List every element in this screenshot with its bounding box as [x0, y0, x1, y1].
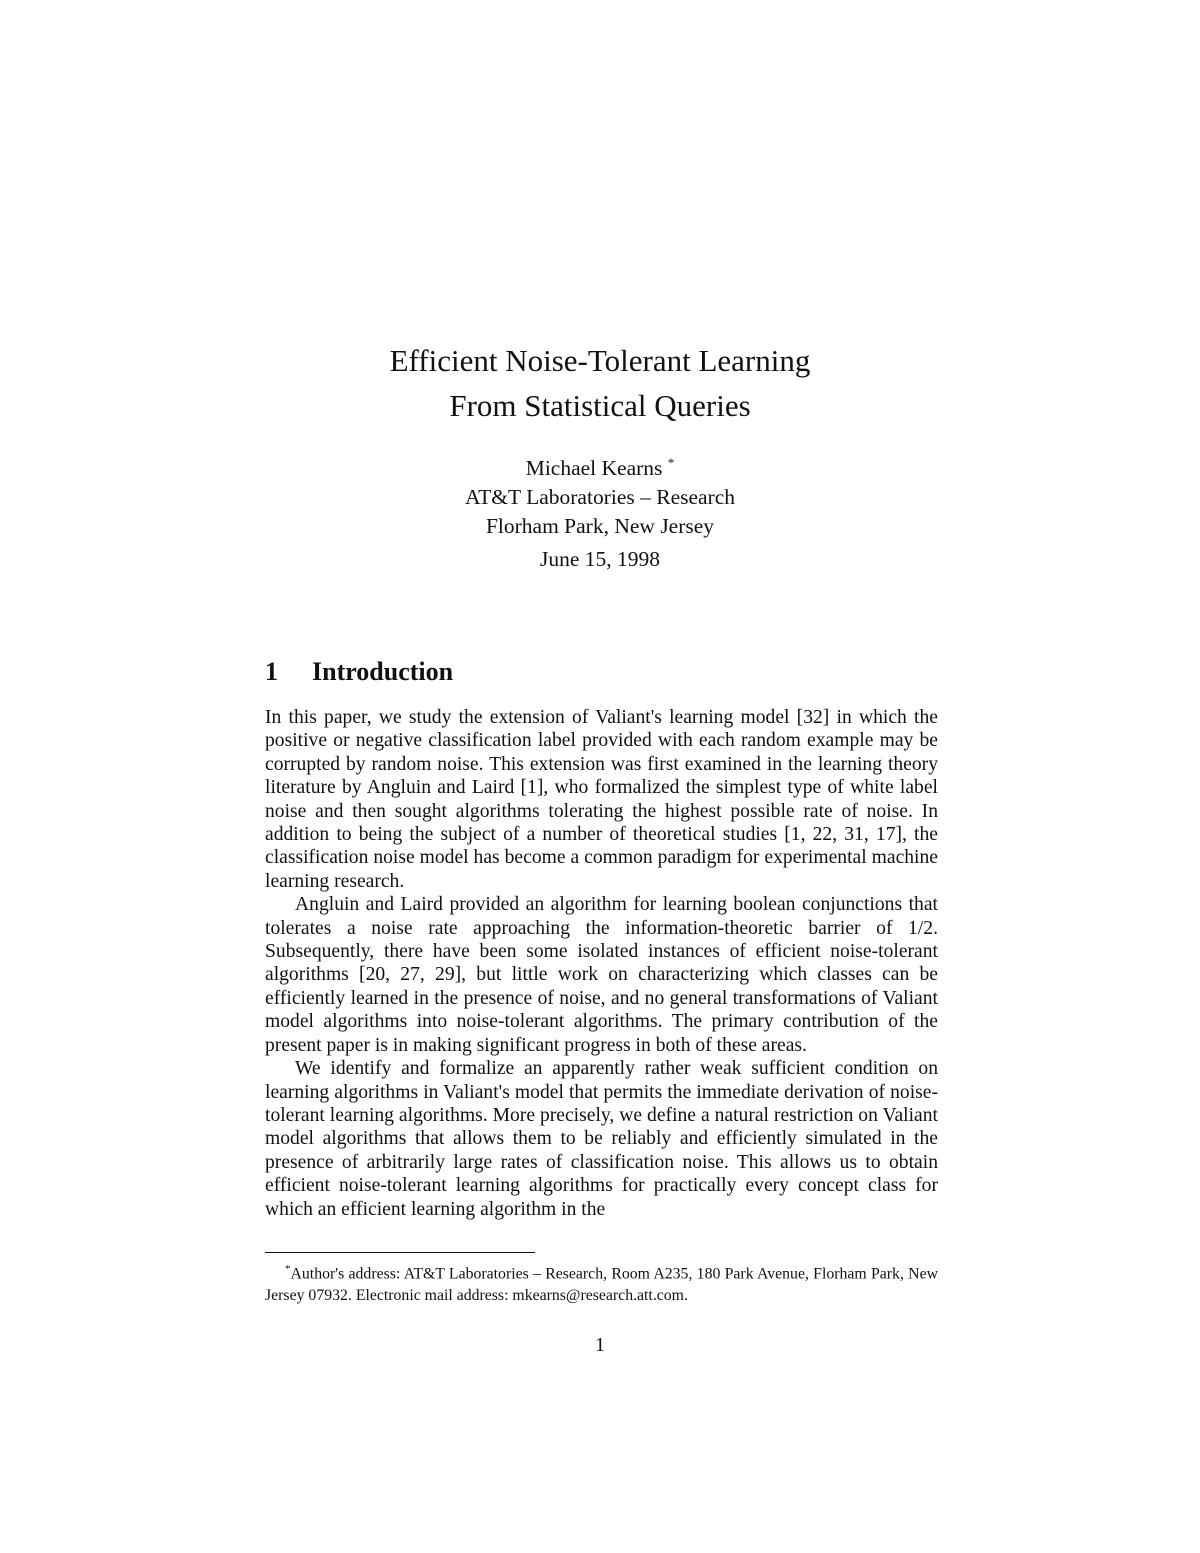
title-line-1: Efficient Noise-Tolerant Learning	[389, 343, 811, 378]
paper-date: June 15, 1998	[539, 547, 661, 571]
author-footnote-mark: *	[667, 455, 675, 470]
footnote	[265, 1258, 938, 1307]
paragraph-1: In this paper, we study the extension of Valiant's learning model [32] in which the positive or negative classification label provided with each random example may be corrupted by random noise. This extension was first examined in the learning theory literature by Angluin and Laird [1], who formalized the simplest type of white label noise and then sought algorithms tolerating the highest possible rate of noise. In addition to being the subject of a number of theoretical studies [1, 22, 31, 17], the classification noise model has become a common paradigm for experimental machine learning research.	[265, 707, 938, 892]
paper-title	[0, 338, 1200, 428]
body-text	[265, 706, 938, 1221]
page-number: 1	[595, 1334, 605, 1356]
footnote-text: Author's address: AT&T Laboratories – Research, Room A235, 180 Park Avenue, Florham Park, New Jersey 07932. Electronic mail address: mkearns@research.att.com.	[265, 1265, 938, 1305]
paragraph-2: Angluin and Laird provided an algorithm for learning boolean conjunctions that tolerates a noise rate approaching the information-theoretic barrier of 1/2. Subsequently, there have been some isolated instances of efficient noise-tolerant algorithms [20, 27, 29], but little work on characterizing which classes can be efficiently learned in the presence of noise, and no general transformations of Valiant model algorithms into noise-tolerant algorithms. The primary contribution of the present paper is in making significant progress in both of these areas.	[265, 894, 938, 1056]
footnote-rule	[265, 1252, 535, 1253]
footnote-mark: *	[285, 1263, 291, 1275]
paragraph-3: We identify and formalize an apparently rather weak sufficient condition on learning algorithms in Valiant's model that permits the immediate derivation of noise-tolerant learning algorithms. More precisely, we define a natural restriction on Valiant model algorithms that allows them to be reliably and efficiently simulated in the presence of arbitrarily large rates of classification noise. This allows us to obtain efficient noise-tolerant learning algorithms for practically every concept class for which an efficient learning algorithm in the	[265, 1058, 938, 1220]
author-affiliation: AT&T Laboratories – Research	[464, 485, 736, 510]
section-heading	[265, 655, 453, 689]
author-name: Michael Kearns	[525, 456, 663, 481]
author-block	[0, 448, 1200, 541]
author-line	[0, 448, 1200, 483]
author-location: Florham Park, New Jersey	[485, 514, 715, 539]
title-line-2: From Statistical Queries	[449, 388, 751, 423]
section-title: Introduction	[312, 657, 454, 686]
section-number: 1	[265, 657, 278, 686]
